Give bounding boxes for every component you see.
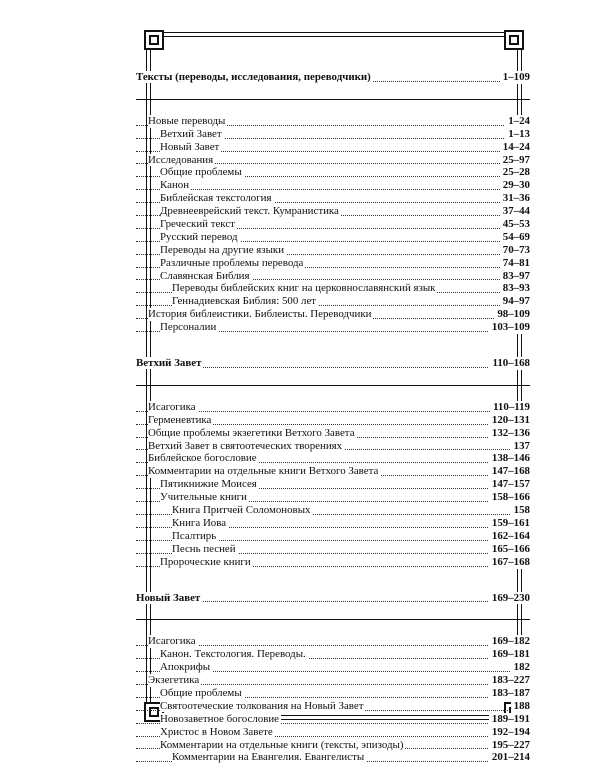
toc-page-range: 167–168 <box>489 556 530 569</box>
toc-page-range: 110–119 <box>490 401 530 414</box>
toc-entry-title: Ветхий Завет <box>160 127 222 140</box>
corner-ornament-icon <box>504 30 524 50</box>
toc-entry-title: Песнь песней <box>172 542 236 555</box>
toc-entry[interactable] <box>136 530 530 543</box>
section-gap <box>136 569 530 592</box>
toc-entry-title: Комментарии на отдельные книги Ветхого Завета <box>148 465 379 478</box>
toc-entry[interactable] <box>136 427 530 440</box>
toc-entry[interactable] <box>136 687 530 700</box>
toc-entry-title: Псалтирь <box>172 529 217 542</box>
toc-entry[interactable] <box>136 674 530 687</box>
toc-entry[interactable] <box>136 128 530 141</box>
toc-page-range: 83–93 <box>500 282 530 295</box>
toc-page-range: 158 <box>511 504 530 517</box>
toc-page-range: 188 <box>511 700 530 713</box>
toc-page-range: 83–97 <box>500 270 530 283</box>
toc-entry[interactable] <box>136 491 530 504</box>
toc-entry[interactable] <box>136 648 530 661</box>
toc-entry[interactable] <box>136 635 530 648</box>
toc-entry[interactable] <box>136 751 530 764</box>
toc-entry-title: Персоналии <box>160 321 217 334</box>
toc-entry-title: Ветхий Завет <box>136 357 202 370</box>
toc-page-range: 1–109 <box>500 71 530 84</box>
toc-entry-title: Русский перевод <box>160 230 238 243</box>
toc-page-range: 138–146 <box>489 452 530 465</box>
toc-entry[interactable] <box>136 231 530 244</box>
toc-entry-title: Святоотеческие толкования на Новый Завет <box>160 699 364 712</box>
toc-page-range: 74–81 <box>500 257 530 270</box>
toc-entry-title: Христос в Новом Завете <box>160 725 273 738</box>
toc-page-range: 183–187 <box>489 687 530 700</box>
table-of-contents <box>136 71 530 764</box>
toc-entry-title: Пророческие книги <box>160 555 251 568</box>
toc-entry-title: История библеистики. Библеисты. Переводчики <box>148 308 372 321</box>
toc-page-range: 189–191 <box>489 713 530 726</box>
toc-page-range: 54–69 <box>500 231 530 244</box>
section-divider <box>136 370 530 386</box>
toc-entry-title: Древнееврейский текст. Кумранистика <box>160 205 339 218</box>
toc-entry[interactable] <box>136 179 530 192</box>
toc-entry[interactable] <box>136 661 530 674</box>
toc-entry-title: Исследования <box>148 153 214 166</box>
toc-entry[interactable] <box>136 478 530 491</box>
toc-entry[interactable] <box>136 257 530 270</box>
toc-entry[interactable] <box>136 517 530 530</box>
section-divider <box>136 84 530 100</box>
toc-page-range: 162–164 <box>489 530 530 543</box>
toc-entry-title: Тексты (переводы, исследования, переводчики) <box>136 71 371 83</box>
toc-page-range: 103–109 <box>489 321 530 334</box>
toc-section-heading[interactable] <box>136 357 530 370</box>
toc-entry[interactable] <box>136 141 530 154</box>
toc-entry[interactable] <box>136 543 530 556</box>
toc-page-range: 14–24 <box>500 141 530 154</box>
toc-page-range: 169–230 <box>489 592 530 605</box>
toc-page-range: 147–157 <box>489 478 530 491</box>
toc-entry-title: Новый Завет <box>160 140 220 153</box>
toc-entry-title: Геннадиевская Библия: 500 лет <box>172 295 317 308</box>
toc-entry[interactable] <box>136 465 530 478</box>
toc-entry-title: Учительные книги <box>160 491 247 504</box>
toc-entry[interactable] <box>136 726 530 739</box>
toc-entry-title: Общие проблемы экзегетики Ветхого Завета <box>148 426 355 439</box>
toc-page-range: 165–166 <box>489 543 530 556</box>
toc-page-range: 159–161 <box>489 517 530 530</box>
toc-entry-title: Новый Завет <box>136 591 201 604</box>
toc-entry[interactable] <box>136 166 530 179</box>
toc-entry[interactable] <box>136 440 530 453</box>
toc-entry[interactable] <box>136 739 530 752</box>
toc-page-range: 147–168 <box>489 465 530 478</box>
toc-page-range: 182 <box>511 661 530 674</box>
toc-entry-title: Библейская текстология <box>160 192 272 205</box>
toc-page-range: 169–181 <box>489 648 530 661</box>
toc-page-range: 169–182 <box>489 635 530 648</box>
toc-entry-title: Различные проблемы перевода <box>160 256 304 269</box>
toc-page-range: 201–214 <box>489 751 530 764</box>
toc-entry-title: Новозаветное богословие <box>160 712 280 725</box>
toc-page-range: 25–28 <box>500 166 530 179</box>
toc-entry[interactable] <box>136 713 530 726</box>
toc-entry[interactable] <box>136 452 530 465</box>
corner-ornament-icon <box>144 30 164 50</box>
toc-page-range: 183–227 <box>489 674 530 687</box>
toc-page-range: 29–30 <box>500 179 530 192</box>
toc-entry[interactable] <box>136 308 530 321</box>
toc-entry-title: Пятикнижие Моисея <box>160 478 257 491</box>
toc-page-range: 1–13 <box>505 128 530 141</box>
toc-page-range: 94–97 <box>500 295 530 308</box>
toc-entry-title: Канон. Текстология. Переводы. <box>160 648 306 661</box>
toc-entry-title: Общие проблемы <box>160 686 242 699</box>
section-divider <box>136 604 530 620</box>
toc-entry-title: Апокрифы <box>160 661 211 674</box>
toc-page-range: 110–168 <box>489 357 530 370</box>
toc-entry-title: Библейское богословие <box>148 452 257 465</box>
section-gap <box>136 334 530 357</box>
toc-entry-title: Экзегетика <box>148 674 200 687</box>
toc-page-range: 70–73 <box>500 244 530 257</box>
toc-entry[interactable] <box>136 295 530 308</box>
toc-entry-title: Книга Иова <box>172 516 227 529</box>
toc-entry[interactable] <box>136 414 530 427</box>
toc-entry[interactable] <box>136 504 530 517</box>
toc-page-range: 158–166 <box>489 491 530 504</box>
toc-entry[interactable] <box>136 700 530 713</box>
toc-page-range: 132–136 <box>489 427 530 440</box>
toc-entry[interactable] <box>136 205 530 218</box>
toc-entry[interactable] <box>136 321 530 334</box>
toc-entry-title: Греческий текст <box>160 218 235 231</box>
toc-entry-title: Книга Притчей Соломоновых <box>172 504 311 517</box>
toc-page-range: 195–227 <box>489 739 530 752</box>
toc-page-range: 45–53 <box>500 218 530 231</box>
toc-section-heading[interactable] <box>136 592 530 605</box>
toc-page-range: 98–109 <box>494 308 530 321</box>
toc-entry-title: Исагогика <box>148 635 196 648</box>
toc-entry-title: Новые переводы <box>148 114 226 127</box>
toc-entry-title: Канон <box>160 179 190 192</box>
toc-page-range: 1–24 <box>505 115 530 128</box>
toc-entry[interactable] <box>136 556 530 569</box>
toc-entry-title: Герменевтика <box>148 413 212 426</box>
toc-entry-title: Общие проблемы <box>160 166 242 179</box>
toc-entry[interactable] <box>136 401 530 414</box>
toc-entry-title: Переводы на другие языки <box>160 243 285 256</box>
toc-entry[interactable] <box>136 270 530 283</box>
toc-entry-title: Ветхий Завет в святоотеческих творениях <box>148 439 343 452</box>
toc-entry-title: Славянская Библия <box>160 269 250 282</box>
toc-page-range: 31–36 <box>500 192 530 205</box>
toc-entry-title: Переводы библейских книг на церковнославянский язык <box>172 282 436 295</box>
toc-entry-title: Комментарии на отдельные книги (тексты, эпизоды) <box>160 738 404 751</box>
toc-page-range: 192–194 <box>489 726 530 739</box>
toc-entry-title: Комментарии на Евангелия. Евангелисты <box>172 751 365 764</box>
toc-entry[interactable] <box>136 154 530 167</box>
toc-page-range: 25–97 <box>500 154 530 167</box>
toc-entry[interactable] <box>136 218 530 231</box>
toc-page-range: 137 <box>511 440 530 453</box>
toc-entry[interactable] <box>136 192 530 205</box>
toc-section-heading[interactable] <box>136 71 530 84</box>
toc-entry-title: Исагогика <box>148 400 196 413</box>
toc-page-range: 120–131 <box>489 414 530 427</box>
toc-page-range: 37–44 <box>500 205 530 218</box>
toc-entry[interactable] <box>136 282 530 295</box>
toc-entry[interactable] <box>136 115 530 128</box>
dot-leader <box>136 189 530 190</box>
toc-entry[interactable] <box>136 244 530 257</box>
